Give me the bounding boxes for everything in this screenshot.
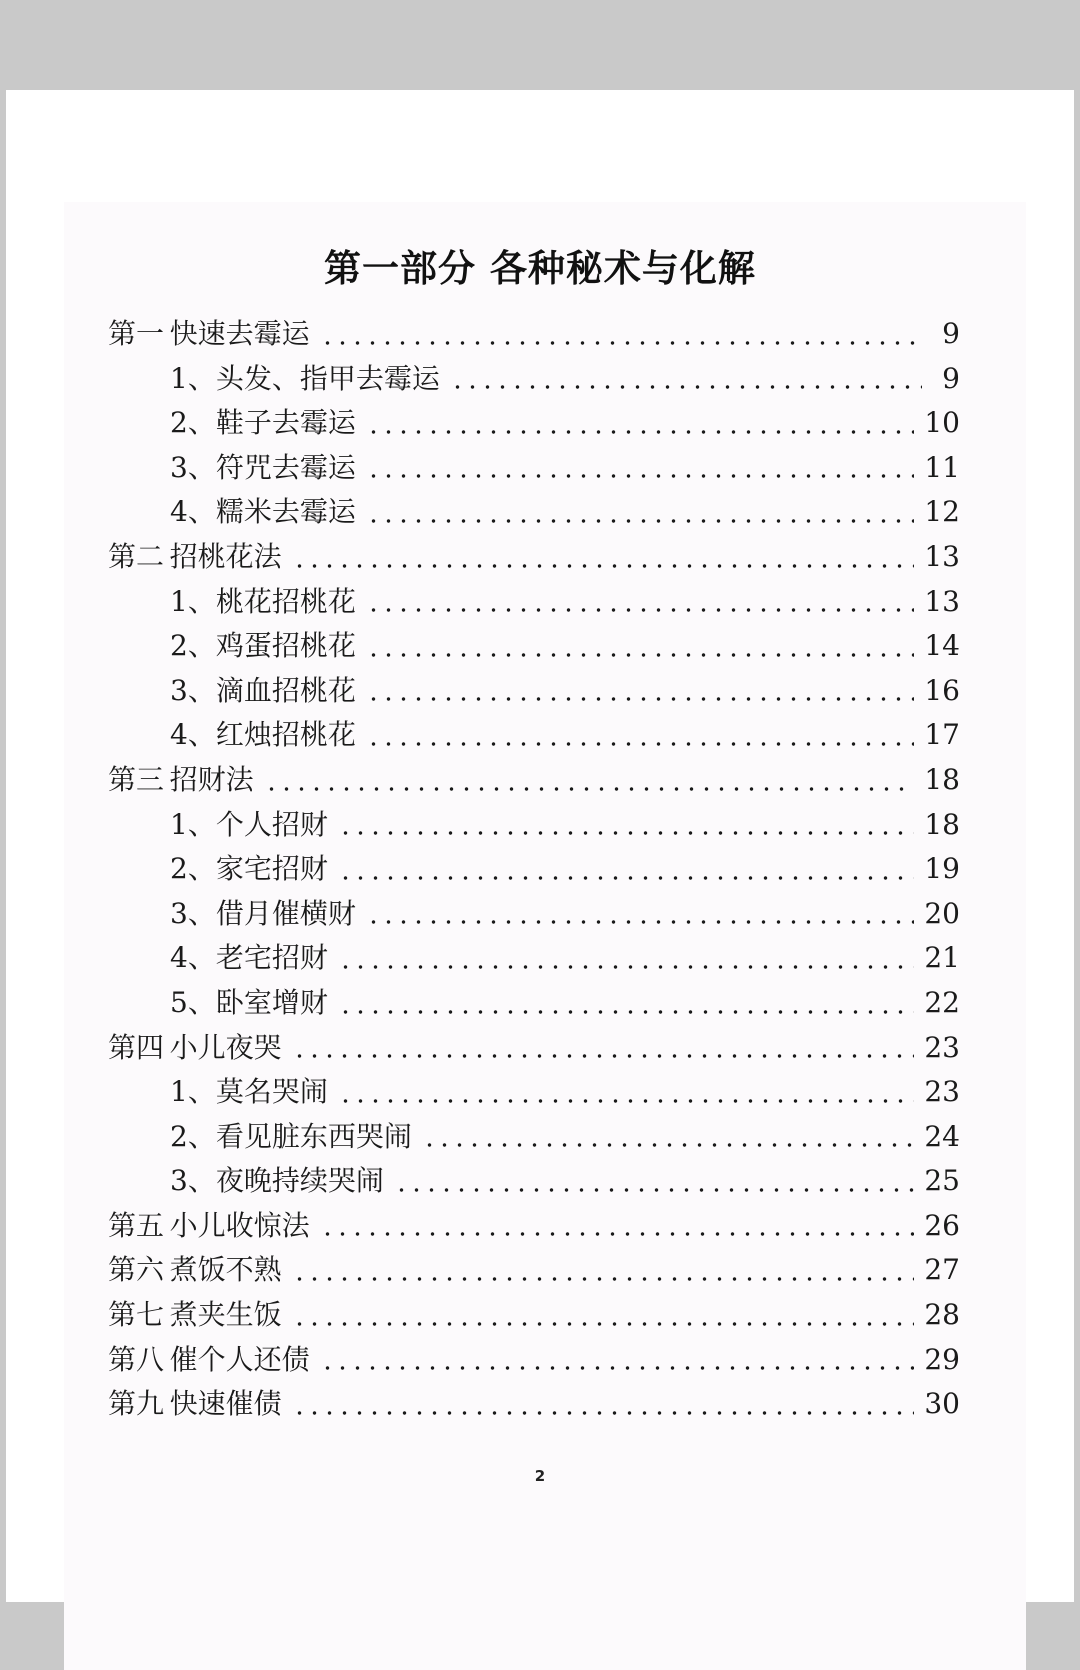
toc-entry-number: 第四 <box>108 1030 165 1064</box>
toc-entry-number: 第三 <box>108 762 165 796</box>
toc-entry-page: 21 <box>924 941 960 975</box>
toc-entry-label <box>170 490 356 535</box>
toc-entry-title: 催个人还债 <box>169 1342 310 1376</box>
toc-chapter-entry[interactable] <box>108 1338 960 1383</box>
dot-leader <box>366 474 915 478</box>
toc-entry-label <box>108 1293 282 1338</box>
toc-entry-number: 4、 <box>170 718 216 752</box>
toc-entry-number: 5、 <box>170 985 216 1019</box>
toc-entry-title: 糯米去霉运 <box>215 495 356 529</box>
toc-chapter-entry[interactable] <box>108 1026 960 1071</box>
toc-entry-label <box>108 535 282 580</box>
toc-entry-title: 红烛招桃花 <box>215 718 356 752</box>
dot-leader <box>366 653 915 657</box>
toc-entry-label <box>108 1204 310 1249</box>
toc-entry-label <box>108 1248 282 1293</box>
toc-section-entry[interactable] <box>170 580 960 625</box>
toc-entry-title: 符咒去霉运 <box>215 450 356 484</box>
toc-chapter-entry[interactable] <box>108 1382 960 1427</box>
toc-entry-number: 4、 <box>170 941 216 975</box>
toc-entry-label <box>108 1338 310 1383</box>
toc-entry-number: 2、 <box>170 1119 216 1153</box>
toc-entry-page: 24 <box>924 1119 960 1153</box>
toc-entry-title: 莫名哭闹 <box>215 1075 328 1109</box>
dot-leader <box>394 1188 915 1192</box>
toc-entry-page: 18 <box>924 807 960 841</box>
toc-entry-page: 23 <box>924 1075 960 1109</box>
toc-section-entry[interactable] <box>170 936 960 981</box>
toc-entry-page: 9 <box>942 317 960 350</box>
dot-leader <box>292 1411 915 1415</box>
toc-chapter-entry[interactable] <box>108 1248 960 1293</box>
toc-entry-title: 快速催债 <box>169 1387 282 1421</box>
toc-entry-page: 9 <box>942 361 960 395</box>
toc-entry-page: 10 <box>924 406 960 440</box>
toc-entry-page: 14 <box>924 629 960 663</box>
toc-entry-page: 27 <box>924 1253 960 1287</box>
toc-entry-label <box>108 1382 282 1427</box>
dot-leader <box>292 1054 915 1058</box>
toc-section-entry[interactable] <box>170 446 960 491</box>
toc-entry-title: 卧室增财 <box>215 985 328 1019</box>
toc-section-entry[interactable] <box>170 490 960 535</box>
toc-entry-page: 30 <box>924 1387 960 1421</box>
toc-entry-label <box>170 1115 412 1160</box>
toc-entry-label <box>170 624 356 669</box>
toc-entry-title: 快速去霉运 <box>169 317 310 350</box>
dot-leader <box>338 1099 915 1103</box>
dot-leader <box>338 876 915 880</box>
dot-leader <box>292 1277 915 1281</box>
toc-entry-label <box>170 401 356 446</box>
toc-entry-page: 25 <box>924 1164 960 1198</box>
toc-entry-number: 3、 <box>170 896 216 930</box>
toc-entry-number: 第二 <box>108 539 165 573</box>
toc-entry-label <box>108 312 310 357</box>
toc-section-entry[interactable] <box>170 357 960 402</box>
dot-leader <box>366 430 915 434</box>
toc-section-entry[interactable] <box>170 713 960 758</box>
toc-entry-number: 1、 <box>170 361 216 395</box>
toc-entry-number: 4、 <box>170 495 216 529</box>
toc-entry-number: 第八 <box>108 1342 165 1376</box>
toc-entry-number: 第六 <box>108 1253 165 1287</box>
toc-section-entry[interactable] <box>170 847 960 892</box>
toc-entry-title: 头发、指甲去霉运 <box>215 361 440 395</box>
toc-entry-label <box>170 669 356 714</box>
toc-section-entry[interactable] <box>170 669 960 714</box>
toc-entry-number: 1、 <box>170 584 216 618</box>
toc-entry-page: 17 <box>924 718 960 752</box>
toc-section-entry[interactable] <box>170 1115 960 1160</box>
dot-leader <box>320 341 922 345</box>
toc-entry-title: 夜晚持续哭闹 <box>215 1164 384 1198</box>
toc-entry-label <box>170 357 440 402</box>
toc-section-entry[interactable] <box>170 624 960 669</box>
dot-leader <box>366 697 915 701</box>
page-number: 2 <box>534 1467 546 1485</box>
dot-leader <box>320 1366 915 1370</box>
toc-entry-label <box>170 580 356 625</box>
toc-entry-page: 28 <box>924 1298 960 1332</box>
dot-leader <box>366 920 915 924</box>
toc-entry-number: 2、 <box>170 406 216 440</box>
table-of-contents <box>0 312 1080 1427</box>
toc-entry-title: 个人招财 <box>215 807 328 841</box>
dot-leader <box>320 1232 915 1236</box>
toc-chapter-entry[interactable] <box>108 312 960 357</box>
toc-entry-label <box>170 892 356 937</box>
toc-entry-title: 借月催横财 <box>215 896 356 930</box>
toc-entry-title: 老宅招财 <box>215 941 328 975</box>
toc-entry-page: 12 <box>924 495 960 529</box>
toc-entry-number: 1、 <box>170 807 216 841</box>
toc-entry-label <box>170 981 328 1026</box>
toc-entry-title: 滴血招桃花 <box>215 673 356 707</box>
toc-entry-title: 鞋子去霉运 <box>215 406 356 440</box>
toc-entry-title: 煮夹生饭 <box>169 1298 282 1332</box>
toc-chapter-entry[interactable] <box>108 535 960 580</box>
toc-entry-page: 26 <box>924 1208 960 1242</box>
page-title: 第一部分 各种秘术与化解 <box>324 247 756 290</box>
toc-entry-title: 招桃花法 <box>169 539 282 573</box>
toc-section-entry[interactable] <box>170 1070 960 1115</box>
toc-entry-title: 煮饭不熟 <box>169 1253 282 1287</box>
toc-entry-number: 3、 <box>170 450 216 484</box>
toc-chapter-entry[interactable] <box>108 758 960 803</box>
dot-leader <box>366 742 915 746</box>
toc-section-entry[interactable] <box>170 803 960 848</box>
toc-entry-page: 20 <box>924 896 960 930</box>
toc-entry-number: 1、 <box>170 1075 216 1109</box>
toc-entry-label <box>170 936 328 981</box>
toc-entry-number: 第一 <box>108 317 165 350</box>
toc-entry-number: 2、 <box>170 852 216 886</box>
toc-entry-label <box>170 1070 328 1115</box>
dot-leader <box>292 1322 915 1326</box>
toc-section-entry[interactable] <box>170 401 960 446</box>
dot-leader <box>338 831 915 835</box>
toc-entry-page: 19 <box>924 852 960 886</box>
toc-entry-title: 桃花招桃花 <box>215 584 356 618</box>
toc-chapter-entry[interactable] <box>108 1293 960 1338</box>
toc-entry-number: 第九 <box>108 1387 165 1421</box>
dot-leader <box>292 564 915 568</box>
dot-leader <box>422 1143 915 1147</box>
toc-entry-number: 3、 <box>170 1164 216 1198</box>
toc-entry-page: 16 <box>924 673 960 707</box>
toc-entry-title: 小儿夜哭 <box>169 1030 282 1064</box>
toc-entry-number: 2、 <box>170 629 216 663</box>
toc-entry-title: 招财法 <box>169 762 254 796</box>
toc-entry-label <box>108 1026 282 1071</box>
dot-leader <box>366 519 915 523</box>
toc-entry-label <box>108 758 254 803</box>
toc-entry-page: 18 <box>924 762 960 796</box>
toc-entry-page: 11 <box>924 450 960 484</box>
toc-section-entry[interactable] <box>170 892 960 937</box>
dot-leader <box>338 965 915 969</box>
toc-entry-page: 23 <box>924 1030 960 1064</box>
dot-leader <box>338 1010 915 1014</box>
toc-entry-label <box>170 803 328 848</box>
toc-entry-number: 第五 <box>108 1208 165 1242</box>
toc-entry-title: 家宅招财 <box>215 852 328 886</box>
toc-entry-label <box>170 446 356 491</box>
toc-entry-label <box>170 1159 384 1204</box>
toc-entry-label <box>170 847 328 892</box>
toc-entry-number: 3、 <box>170 673 216 707</box>
dot-leader <box>450 385 922 389</box>
toc-entry-page: 13 <box>924 584 960 618</box>
toc-entry-page: 29 <box>924 1342 960 1376</box>
toc-chapter-entry[interactable] <box>108 1204 960 1249</box>
toc-entry-title: 小儿收惊法 <box>169 1208 310 1242</box>
toc-entry-title: 看见脏东西哭闹 <box>215 1119 412 1153</box>
dot-leader <box>366 608 915 612</box>
toc-entry-page: 13 <box>924 539 960 573</box>
toc-entry-page: 22 <box>924 985 960 1019</box>
toc-section-entry[interactable] <box>170 981 960 1026</box>
toc-section-entry[interactable] <box>170 1159 960 1204</box>
dot-leader <box>264 787 915 791</box>
toc-entry-number: 第七 <box>108 1298 165 1332</box>
toc-entry-title: 鸡蛋招桃花 <box>215 629 356 663</box>
toc-entry-label <box>170 713 356 758</box>
